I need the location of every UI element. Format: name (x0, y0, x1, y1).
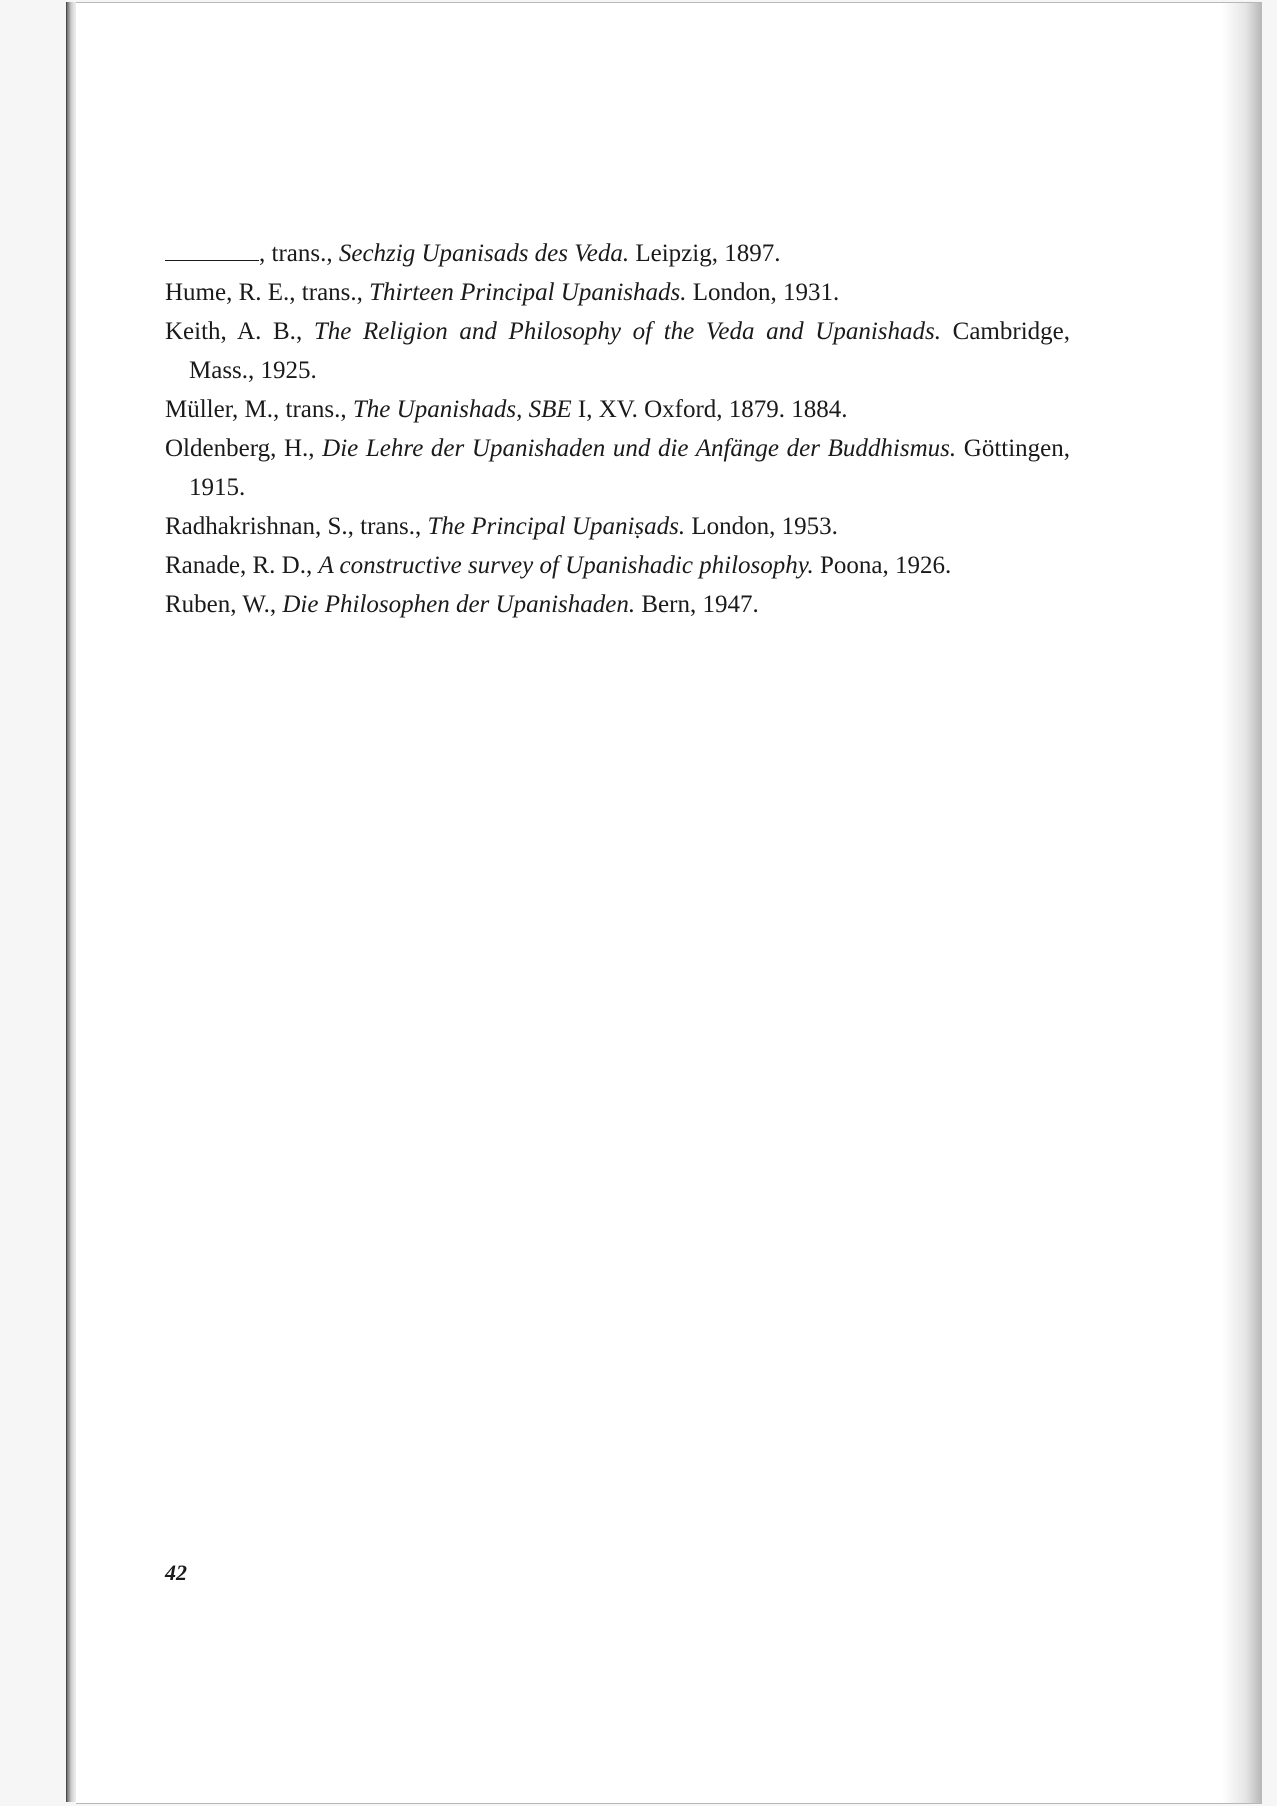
entry-title: The Principal Upaniṣads. (427, 513, 686, 540)
bibliography-entry (165, 585, 1070, 624)
bibliography-entry (165, 234, 1070, 273)
entry-author: Oldenberg, H. (165, 435, 309, 462)
entry-role: , trans., (347, 513, 428, 540)
bibliography-entry (165, 429, 1070, 507)
entry-role: , (308, 435, 323, 462)
entry-title: The Religion and Philosophy of the Veda and Upanishads. (313, 318, 942, 345)
entry-title: Thirteen Principal Upanishads. (369, 279, 687, 306)
page-edge-shadow (1222, 3, 1262, 1803)
entry-title: Sechzig Upanisads des Veda. (338, 240, 630, 267)
entry-publication: Göttingen, 1915. (189, 435, 1071, 501)
entry-title: A constructive survey of Upanishadic philosophy. (318, 552, 814, 579)
entry-author: Keith, A. B. (165, 318, 296, 345)
bibliography-entry (165, 273, 1070, 312)
entry-title: The Upanishads, SBE (352, 396, 572, 423)
entry-role: , trans., (273, 396, 353, 423)
bibliography-entry (165, 390, 1070, 429)
entry-publication: London, 1953. (685, 513, 838, 540)
entry-publication: Leipzig, 1897. (629, 240, 781, 267)
entry-publication: I, XV. Oxford, 1879. 1884. (571, 396, 848, 423)
bibliography-entry (165, 507, 1070, 546)
entry-role: , (269, 591, 283, 618)
bibliography-entry (165, 312, 1070, 390)
entry-publication: Poona, 1926. (813, 552, 952, 579)
entry-publication: Bern, 1947. (635, 591, 759, 618)
page-number: 42 (165, 1560, 187, 1585)
entry-role: , trans., (289, 279, 370, 306)
entry-title: Die Lehre der Upanishaden und die Anfänge der Buddhismus. (322, 435, 957, 462)
entry-author: Müller, M. (165, 396, 274, 423)
entry-role: , (305, 552, 319, 579)
ditto-rule (165, 238, 259, 261)
entry-author: Ranade, R. D. (165, 552, 306, 579)
entry-role: , (295, 318, 314, 345)
entry-publication: Cambridge, Mass., 1925. (189, 318, 1070, 384)
entry-author: Hume, R. E. (165, 279, 290, 306)
bibliography-list (165, 234, 1070, 624)
entry-publication: London, 1931. (686, 279, 840, 306)
entry-author: Radhakrishnan, S. (165, 513, 348, 540)
entry-author: Ruben, W. (165, 591, 270, 618)
entry-title: Die Philosophen der Upanishaden. (282, 591, 636, 618)
entry-role: , trans., (259, 240, 339, 267)
bibliography-entry (165, 546, 1070, 585)
